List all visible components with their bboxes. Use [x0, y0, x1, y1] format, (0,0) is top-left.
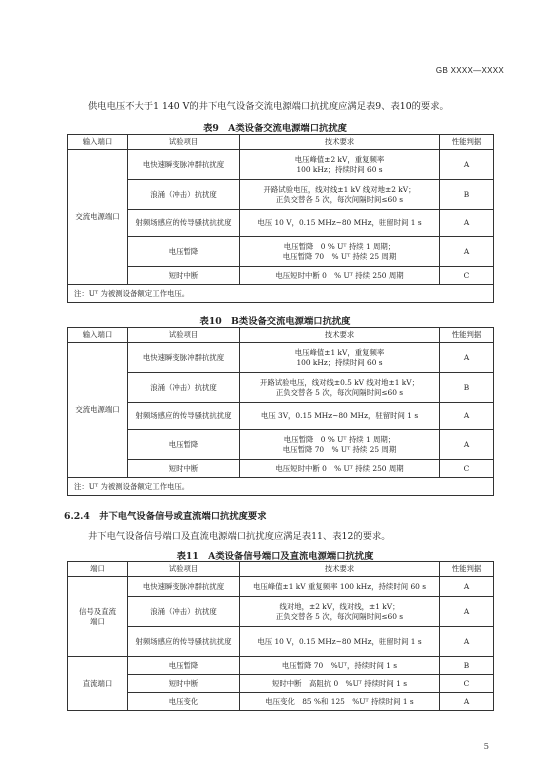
table-header-cell: 技术要求 [240, 135, 440, 150]
requirement-line: 100 kHz；持续时间 60 s [296, 164, 383, 174]
table11-caption: 表11 A类设备信号端口及直流电源端口抗扰度 [176, 551, 374, 562]
requirement-cell [240, 693, 440, 711]
table-row [68, 675, 494, 693]
table9 [67, 134, 494, 303]
criterion-cell: A [440, 430, 494, 460]
note-row [68, 478, 494, 496]
requirement-line: 正负交替各 5 次，每次间隔时间≤60 s [275, 194, 404, 204]
requirement-cell [240, 267, 440, 285]
table-row [68, 403, 494, 430]
criterion-cell: C [440, 267, 494, 285]
port-cell: 信号及直流 端口 [68, 577, 128, 657]
requirement-line: 电压 3V，0.15 MHz~80 MHz，驻留时间 1 s [260, 411, 419, 421]
criterion-cell: A [440, 210, 494, 237]
requirement-line: 电压峰值±1 kV 重复频率 100 kHz，持续时间 60 s [252, 581, 426, 591]
table-row [68, 373, 494, 403]
table-header-cell: 技术要求 [240, 562, 440, 577]
requirement-line: 电压暂降 70 %Uᵀ，持续时间 1 s [281, 660, 398, 670]
table11 [67, 561, 494, 711]
requirement-line: 电压暂降 0 % Uᵀ 持续 1 周期； [283, 435, 396, 445]
note-row [68, 285, 494, 303]
requirement-cell [240, 210, 440, 237]
requirement-cell [240, 430, 440, 460]
requirement-cell [240, 373, 440, 403]
requirement-line: 开路试验电压，线对线±0.5 kV 线对地±1 kV； [260, 378, 419, 388]
requirement-line: 开路试验电压，线对线±1 kV 线对地±2 kV； [263, 185, 416, 195]
criterion-cell: A [440, 597, 494, 627]
criterion-cell: C [440, 675, 494, 693]
criterion-cell: B [440, 180, 494, 210]
test-item-cell: 电压暂降 [128, 430, 240, 460]
test-item-cell: 短时中断 [128, 267, 240, 285]
test-item-cell: 射频场感应的传导骚扰抗扰度 [128, 627, 240, 657]
table-header-cell: 输入端口 [68, 328, 128, 343]
table-row [68, 180, 494, 210]
requirement-line: 电压暂降 0 % Uᵀ 持续 1 周期； [283, 242, 396, 252]
requirement-line: 电压暂降 70 % Uᵀ 持续 25 周期 [282, 251, 397, 261]
requirement-line: 电压 10 V，0.15 MHz~80 MHz，驻留时间 1 s [257, 218, 422, 228]
criterion-cell: C [440, 460, 494, 478]
test-item-cell: 电压暂降 [128, 657, 240, 675]
criterion-cell: A [440, 237, 494, 267]
criterion-cell: A [440, 693, 494, 711]
requirement-cell [240, 150, 440, 180]
table-header-cell: 输入端口 [68, 135, 128, 150]
requirement-line: 短时中断 高阻抗 0 %Uᵀ 持续时间 1 s [271, 678, 408, 688]
table-header-cell: 试验项目 [128, 328, 240, 343]
requirement-line: 正负交替各 5 次，每次间隔时间≤60 s [275, 387, 404, 397]
table-header-cell: 试验项目 [128, 135, 240, 150]
requirement-line: 电压峰值±2 kV，重复频率 [294, 155, 385, 165]
test-item-cell: 短时中断 [128, 675, 240, 693]
criterion-cell: B [440, 373, 494, 403]
requirement-cell [240, 460, 440, 478]
table-header-cell: 性能判据 [440, 562, 494, 577]
port-cell: 交流电源端口 [68, 150, 128, 285]
requirement-line: 电压 10 V，0.15 MHz~80 MHz，驻留时间 1 s [257, 636, 422, 646]
table9-caption: 表9 A类设备交流电源端口抗扰度 [203, 123, 347, 134]
requirement-line: 电压暂降 70 % Uᵀ 持续 25 周期 [282, 444, 397, 454]
requirement-cell [240, 577, 440, 597]
standard-number: GB XXXX—XXXX [435, 66, 504, 75]
requirement-cell [240, 675, 440, 693]
table-header-cell: 端口 [68, 562, 128, 577]
table-row [68, 657, 494, 675]
table-row [68, 343, 494, 373]
table-row [68, 267, 494, 285]
table-header-cell: 性能判据 [440, 135, 494, 150]
test-item-cell: 浪涌（冲击）抗扰度 [128, 373, 240, 403]
criterion-cell: A [440, 577, 494, 597]
test-item-cell: 电快速瞬变脉冲群抗扰度 [128, 343, 240, 373]
requirement-line: 电压短时中断 0 % Uᵀ 持续 250 周期 [275, 270, 404, 280]
port-cell: 直流端口 [68, 657, 128, 711]
table10 [67, 327, 494, 496]
criterion-cell: A [440, 627, 494, 657]
port-cell: 交流电源端口 [68, 343, 128, 478]
criterion-cell: B [440, 657, 494, 675]
test-item-cell: 短时中断 [128, 460, 240, 478]
requirement-cell [240, 627, 440, 657]
table-row [68, 597, 494, 627]
requirement-line: 100 kHz；持续时间 60 s [296, 357, 383, 367]
criterion-cell: A [440, 150, 494, 180]
test-item-cell: 浪涌（冲击）抗扰度 [128, 180, 240, 210]
requirement-cell [240, 597, 440, 627]
table-row [68, 430, 494, 460]
requirement-line: 电压变化 85 %和 125 %Uᵀ 持续时间 1 s [265, 696, 414, 706]
table-row [68, 577, 494, 597]
table-row [68, 210, 494, 237]
requirement-cell [240, 343, 440, 373]
intro-paragraph: 供电电压不大于1 140 V的井下电气设备交流电源端口抗扰度应满足表9、表10的要求。 [88, 101, 449, 112]
test-item-cell: 电快速瞬变脉冲群抗扰度 [128, 150, 240, 180]
requirement-line: 线对地，±2 kV，线对线，±1 kV； [279, 602, 400, 612]
criterion-cell: A [440, 403, 494, 430]
table-header-cell: 试验项目 [128, 562, 240, 577]
table-row [68, 237, 494, 267]
test-item-cell: 电压变化 [128, 693, 240, 711]
criterion-cell: A [440, 343, 494, 373]
requirement-cell [240, 237, 440, 267]
page-number: 5 [483, 742, 489, 752]
requirement-cell [240, 657, 440, 675]
requirement-cell [240, 180, 440, 210]
test-item-cell: 电快速瞬变脉冲群抗扰度 [128, 577, 240, 597]
section-heading: 6.2.4 井下电气设备信号或直流端口抗扰度要求 [64, 511, 267, 522]
table-row [68, 150, 494, 180]
test-item-cell: 射频场感应的传导骚扰抗扰度 [128, 403, 240, 430]
section-paragraph: 井下电气设备信号端口及直流电源端口抗扰度应满足表11、表12的要求。 [88, 531, 391, 542]
table-row [68, 693, 494, 711]
requirement-cell [240, 403, 440, 430]
requirement-line: 正负交替各 5 次，每次间隔时间≤60 s [275, 611, 404, 621]
table-note: 注：Uᵀ 为被测设备额定工作电压。 [68, 285, 494, 303]
test-item-cell: 射频场感应的传导骚扰抗扰度 [128, 210, 240, 237]
table10-caption: 表10 B类设备交流电源端口抗扰度 [199, 316, 351, 327]
requirement-line: 电压短时中断 0 % Uᵀ 持续 250 周期 [275, 463, 404, 473]
table-header-cell: 技术要求 [240, 328, 440, 343]
table-row [68, 627, 494, 657]
table-header-cell: 性能判据 [440, 328, 494, 343]
table-row [68, 460, 494, 478]
requirement-line: 电压峰值±1 kV，重复频率 [294, 348, 385, 358]
test-item-cell: 浪涌（冲击）抗扰度 [128, 597, 240, 627]
test-item-cell: 电压暂降 [128, 237, 240, 267]
table-note: 注：Uᵀ 为被测设备额定工作电压。 [68, 478, 494, 496]
